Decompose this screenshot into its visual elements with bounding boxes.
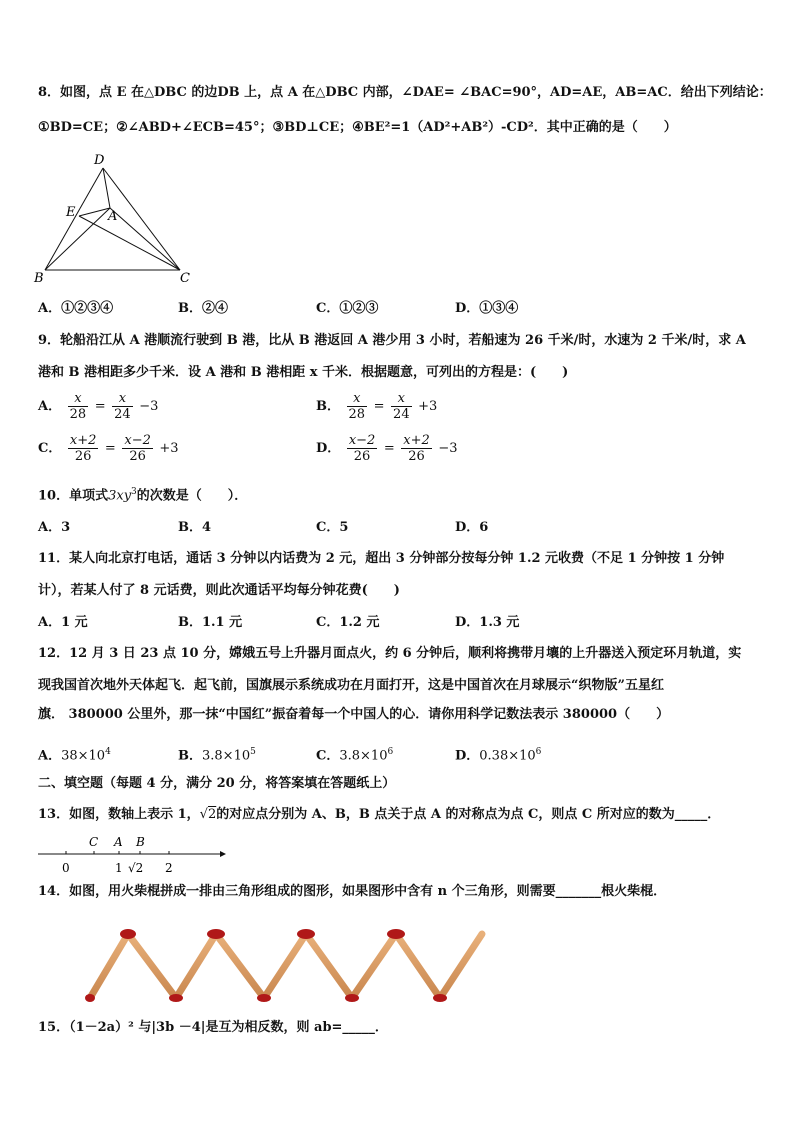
fraction: $\frac{x-2}{26}$ (348, 433, 376, 464)
q11-option-b[interactable]: B．1.1 元 (178, 615, 243, 630)
option-label: A． (38, 399, 62, 414)
q12-stem-line2: 现我国首次地外天体起飞．起飞前，国旗展示系统成功在月面打开，这是中国首次在月球展示“织物版”五星红 (38, 678, 664, 693)
q12-option-c[interactable]: C．$3.8\times 10^6$ (316, 747, 394, 764)
q10-option-d[interactable]: D．6 (455, 520, 489, 535)
q8-stem-line1: 8．如图，点 E 在△DBC 的边DB 上，点 A 在△DBC 内部，∠DAE= ∠BAC=90°，AD=AE，AB=AC．给出下列结论： (38, 85, 772, 100)
fraction: $\frac{x}{28}$ (69, 391, 87, 422)
fraction: $\frac{x-2}{26}$ (124, 433, 151, 464)
q14-stem: 14．如图，用火柴棍拼成一排由三角形组成的图形，如果图形中含有 n 个三角形，则需要_______根火柴棍． (38, 884, 667, 899)
q15-stem: 15．（1－2a）² 与|3b －4|是互为相反数，则 ab=_____． (38, 1020, 388, 1035)
sqrt-two: √2 (199, 807, 217, 822)
q9-option-b[interactable]: B． $\frac{x}{28}$ = $\frac{x}{24}$ +3 (316, 391, 438, 422)
point-label-e: E (66, 205, 76, 220)
q9-stem-line1: 9．轮船沿江从 A 港顺流行驶到 B 港，比从 B 港返回 A 港少用 3 小时，若船速为 26 千米/时，水速为 2 千米/时，求 A (38, 333, 746, 348)
q8-triangle-figure (30, 148, 210, 288)
point-label-c: C (89, 835, 99, 849)
q8-option-c[interactable]: C．①②③ (316, 301, 379, 316)
section-heading-fill-in: 二、填空题（每题 4 分，满分 20 分，将答案填在答题纸上） (38, 776, 396, 791)
q10-stem: 10．单项式$3xy^3$的次数是（ ）． (38, 487, 248, 504)
q9-option-a[interactable]: A． $\frac{x}{28}$ = $\frac{x}{24}$ −3 (38, 391, 159, 422)
q10-option-b[interactable]: B．4 (178, 520, 212, 535)
option-label: B． (316, 399, 340, 414)
q12-stem-line3: 旗． 380000 公里外，那一抹“中国红”振奋着每一个中国人的心．请你用科学记数法表示 380000（ ） (38, 707, 670, 722)
point-label-c: C (180, 271, 190, 286)
fraction: $\frac{x}{24}$ (114, 391, 131, 422)
q11-stem-line2: 计），若某人付了 8 元话费，则此次通话平均每分钟花费( ) (38, 583, 400, 598)
tick-label-sqrt2: √2 (128, 861, 144, 875)
q8-stem-line2: ①BD=CE；②∠ABD+∠ECB=45°；③BD⊥CE；④BE²=1（AD²+AB²）-CD²．其中正确的是（ ） (38, 120, 677, 135)
point-label-a: A (108, 209, 118, 224)
q11-option-c[interactable]: C．1.2 元 (316, 615, 380, 630)
q8-option-b[interactable]: B．②④ (178, 301, 228, 316)
q12-option-a[interactable]: A．$38\times 10^4$ (38, 747, 111, 764)
q9-option-c[interactable]: C． $\frac{x+2}{26}$ = $\frac{x-2}{26}$ +3 (38, 433, 179, 464)
fraction: $\frac{x}{28}$ (348, 391, 366, 422)
q14-matchstick-figure (80, 918, 500, 1010)
point-label-d: D (94, 153, 105, 168)
fraction: $\frac{x+2}{26}$ (403, 433, 430, 464)
monomial-expression: 3xy (108, 488, 132, 504)
q12-stem-line1: 12．12 月 3 日 23 点 10 分，嫦娥五号上升器月面点火，约 6 分钟后，顺利将携带月壤的上升器送入预定环月轨道，实 (38, 646, 742, 661)
q12-option-d[interactable]: D．$0.38\times 10^6$ (455, 747, 542, 764)
fraction: $\frac{x}{24}$ (393, 391, 410, 422)
q9-stem-line2: 港和 B 港相距多少千米．设 A 港和 B 港相距 x 千米．根据题意，可列出的方程是：( ) (38, 365, 569, 380)
q12-option-b[interactable]: B．$3.8\times 10^5$ (178, 747, 256, 764)
tick-label-0: 0 (62, 861, 70, 875)
q11-option-a[interactable]: A．1 元 (38, 615, 88, 630)
q9-option-d[interactable]: D． $\frac{x-2}{26}$ = $\frac{x+2}{26}$ −3 (316, 433, 458, 464)
q13-stem: 13．如图，数轴上表示 1，√2的对应点分别为 A、B，B 点关于点 A 的对称点为点 C，则点 C 所对应的数为_____． (38, 807, 721, 822)
option-label: C． (38, 441, 62, 456)
point-label-a: A (114, 835, 123, 849)
tick-label-1: 1 (115, 861, 123, 875)
fraction: $\frac{x+2}{26}$ (69, 433, 97, 464)
q10-option-c[interactable]: C．5 (316, 520, 349, 535)
q10-option-a[interactable]: A．3 (38, 520, 71, 535)
q8-option-a[interactable]: A．①②③④ (38, 301, 114, 316)
tick-label-2: 2 (165, 861, 173, 875)
option-label: D． (316, 441, 341, 456)
q8-option-d[interactable]: D．①③④ (455, 301, 519, 316)
q13-number-line (36, 832, 236, 878)
q11-stem-line1: 11．某人向北京打电话，通话 3 分钟以内话费为 2 元，超出 3 分钟部分按每分钟 1.2 元收费（不足 1 分钟按 1 分钟 (38, 551, 725, 566)
point-label-b: B (34, 271, 44, 286)
q11-option-d[interactable]: D．1.3 元 (455, 615, 520, 630)
point-label-b: B (136, 835, 145, 849)
